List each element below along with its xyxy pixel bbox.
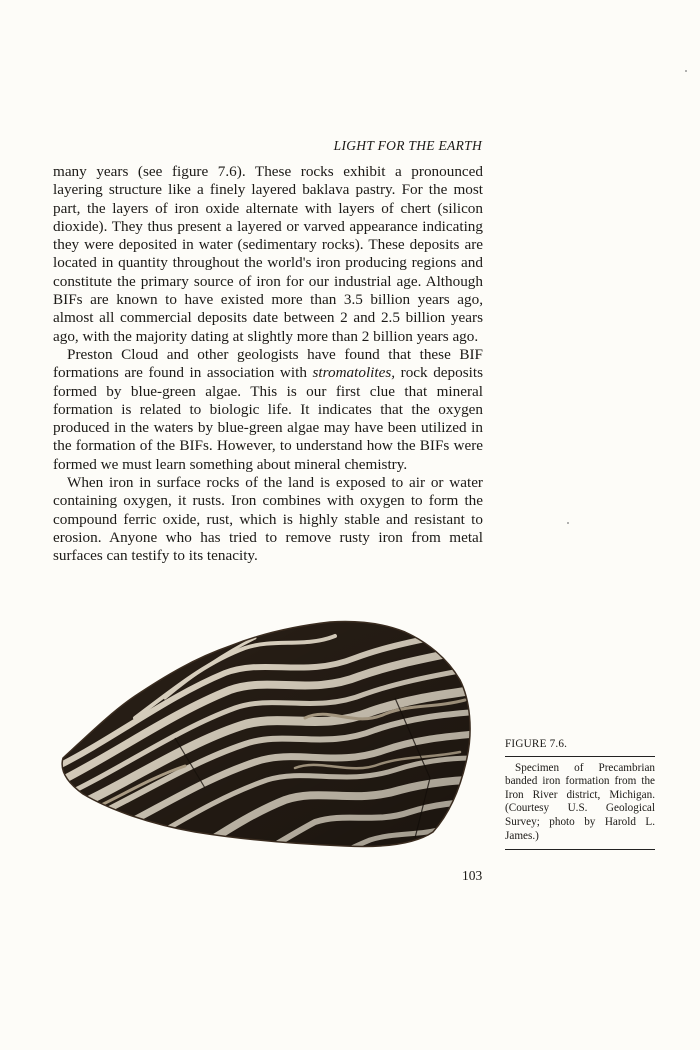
caption-rule-bottom [505, 849, 655, 850]
paragraph-2-italic: stromatolites, [312, 364, 396, 382]
figure-label: FIGURE 7.6. [505, 738, 568, 750]
figure-caption [505, 738, 655, 855]
paragraph-2-end: rock deposits formed by blue-green algae. This is our first clue that mineral formation is related to biologic life. It indicates that the oxygen produced in the waters by blue-green algae may have been utilized in the formation of the BIFs. However, to understand how the BIFs were formed we must learn something about mineral chemistry. [53, 364, 483, 473]
specimen-photo [55, 618, 475, 850]
running-head: LIGHT FOR THE EARTH [333, 138, 482, 153]
caption-text: Specimen of Precambrian banded iron formation from the Iron River district, Michigan. (Courtesy U.S. Geological Survey; photo by Harold L. James.) [505, 761, 655, 842]
caption-rule-top [505, 756, 655, 757]
paragraph-2-start: Preston Cloud and other geologists have found that these BIF formations are found in association with [53, 345, 483, 382]
body-text [53, 163, 483, 566]
paragraph-3: When iron in surface rocks of the land is exposed to air or water containing oxygen, it rusts. Iron combines with oxygen to form the compound ferric oxide, rust, which is highly stable and resistant to erosion. Anyone who has tried to remove rusty iron from metal surfaces can testify to its tenacity. [53, 474, 483, 565]
paragraph-2 [53, 346, 483, 474]
scan-speck [567, 522, 569, 524]
paragraph-1: many years (see figure 7.6). These rocks exhibit a pronounced layering structure like a finely layered baklava pastry. For the most part, the layers of iron oxide alternate with layers of chert (silicon dioxide). They thus present a layered or varved appearance indicating they were deposited in water (sedimentary rocks). These deposits are located in quantity throughout the world's iron producing regions and constitute the primary source of iron for our industrial age. Although BIFs are known to have existed more than 3.5 billion years ago, almost all commercial deposits date between 2 and 2.5 billion years ago, with the majority dating at slightly more than 2 billion years ago. [53, 163, 483, 345]
scan-speck [685, 70, 687, 72]
page-number: 103 [462, 868, 483, 883]
